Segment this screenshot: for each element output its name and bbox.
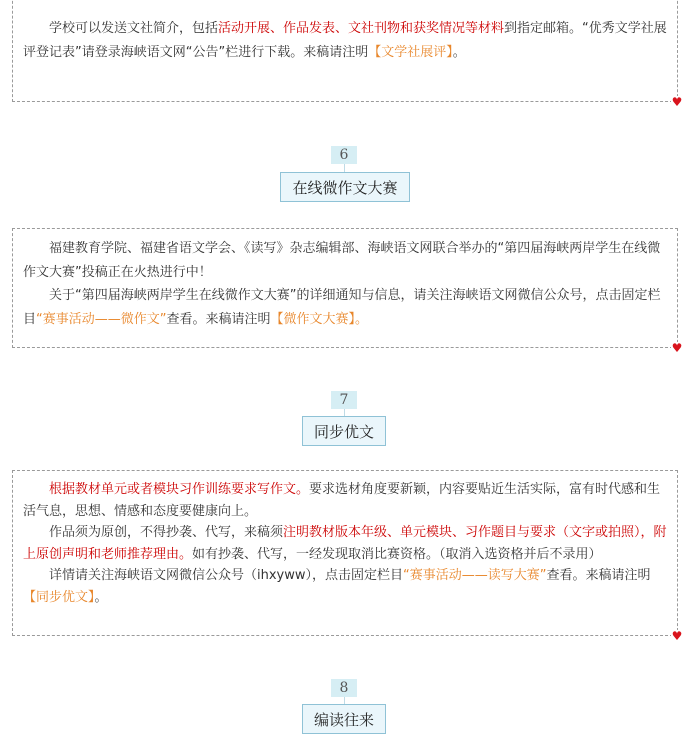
highlight-tag: 【同步优文】 — [23, 589, 95, 605]
heart-icon: ♥ — [671, 95, 683, 109]
section-7-paragraph-1 — [23, 479, 667, 522]
text-span: 作品须为原创，不得抄袭、代写，来稿须 — [49, 525, 284, 540]
section-6-paragraph-1: 福建教育学院、福建省语文学会、《读写》杂志编辑部、海峡语文网联合举办的“第四届海峡两岸学生在线微作文大赛”投稿正在火热进行中！ — [23, 241, 661, 280]
text-span: 。 — [452, 44, 466, 60]
text-span: 关于“第四届海峡两岸学生在线微作文大赛”的详细通知与信息，请关注海峡语文网微信公众号，点击固定栏目 — [23, 288, 661, 327]
heart-icon: ♥ — [671, 341, 683, 355]
text-span: 详情请关注海峡语文网微信公众号（ihxyww），点击固定栏目 — [49, 568, 404, 583]
highlight-link-text: “赛事活动——微作文” — [36, 311, 167, 327]
section-7-content-box — [12, 470, 683, 643]
text-span: 查看。来稿请注明 — [166, 311, 271, 327]
highlight-text: 活动开展、作品发表、文社刊物和获奖情况等材料 — [218, 21, 505, 36]
text-span: 到指定邮箱。“优秀文学社展评登记表”请登录海峡语文网“公告”栏进行下载。来稿请注明 — [23, 21, 667, 60]
section-8-title: 编读往来 — [302, 704, 386, 734]
text-span: 。 — [94, 589, 108, 605]
text-span: 查看。来稿请注明 — [546, 568, 651, 583]
text-span: 要求选材角度要新颖，内容要贴近生活实际，富有时代感和生活气息，思想、情感和态度要健康向上。 — [23, 482, 661, 519]
highlight-text: 注明教材版本年级、单元模块、习作题目与要求（文字或拍照），附上原创声明和老师推荐理由。 — [23, 525, 667, 562]
section-7-paragraph-2 — [23, 522, 667, 565]
highlight-text: 根据教材单元或者模块习作训练要求写作文。 — [49, 482, 310, 497]
section-8-number: 8 — [331, 679, 357, 697]
highlight-tag: 【文学社展评】 — [368, 44, 453, 60]
text-span: 如有抄袭、代写，一经发现取消比赛资格。（取消入选资格并后不录用） — [192, 546, 602, 562]
section-7-title: 同步优文 — [302, 416, 386, 446]
section-6-paragraph-2 — [23, 284, 667, 331]
section-7-paragraph-3 — [23, 565, 667, 608]
text-span: 学校可以发送文社简介，包括 — [49, 21, 219, 36]
heart-icon: ♥ — [671, 629, 683, 643]
section-7-number: 7 — [331, 391, 357, 409]
highlight-link-text: “赛事活动——读写大赛” — [403, 568, 547, 583]
section-5-content-box — [12, 0, 683, 109]
section-6-content-box — [12, 228, 683, 355]
section-6-title: 在线微作文大赛 — [280, 172, 410, 202]
section-5-paragraph — [23, 17, 667, 64]
highlight-tag: 【微作文大赛】。 — [270, 311, 369, 327]
section-6-number: 6 — [331, 146, 357, 164]
